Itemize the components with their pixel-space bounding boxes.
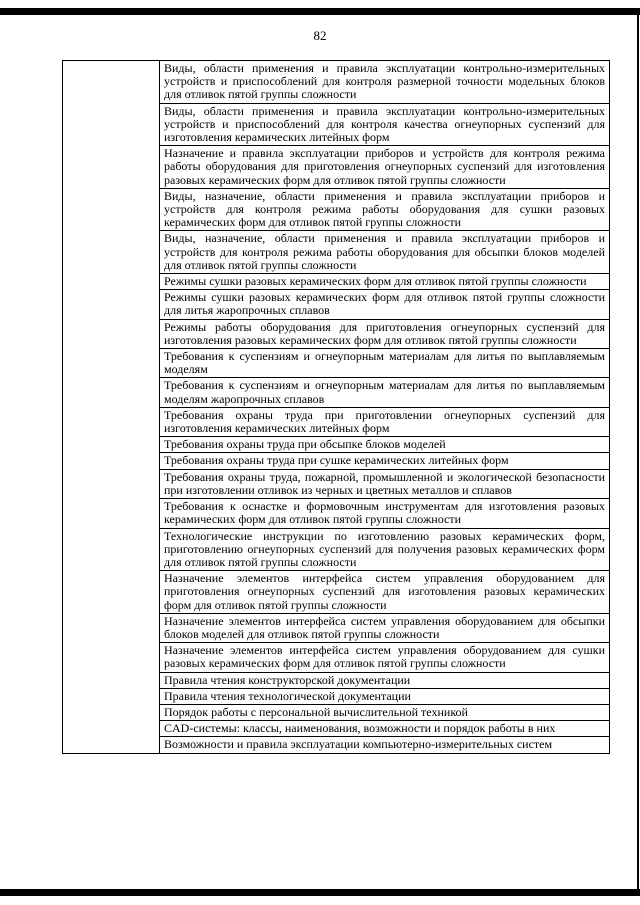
table-row: Правила чтения технологической документации — [160, 689, 609, 705]
table-row: Требования к оснастке и формовочным инструментам для изготовления разовых керамических форм для отливок пятой группы сложности — [160, 499, 609, 528]
table-row: Требования к суспензиям и огнеупорным материалам для литья по выплавляемым моделям — [160, 349, 609, 378]
table-row: CAD-системы: классы, наименования, возможности и порядок работы в них — [160, 721, 609, 737]
table-row: Виды, назначение, области применения и правила эксплуатации приборов и устройств для контроля режима работы оборудования для обсыпки блоков моделей для отливок пятой группы сложности — [160, 231, 609, 274]
table-row: Технологические инструкции по изготовлению разовых керамических форм, приготовлению огнеупорных суспензий для получения разовых керамических форм для отливок пятой группы сложности — [160, 529, 609, 572]
table-text-column — [160, 61, 609, 753]
table-row: Требования охраны труда при сушке керамических литейных форм — [160, 453, 609, 469]
table-row: Виды, назначение, области применения и правила эксплуатации приборов и устройств для контроля режима работы оборудования для сушки разовых керамических форм для отливок пятой группы сложности — [160, 189, 609, 232]
table-row: Назначение элементов интерфейса систем управления оборудованием для сушки разовых керамических форм для отливок пятой группы сложности — [160, 643, 609, 672]
table-row: Виды, области применения и правила эксплуатации контрольно-измерительных устройств и приспособлений для контроля качества огнеупорных суспензий для изготовления керамических литейных форм — [160, 104, 609, 147]
table-row: Режимы сушки разовых керамических форм для отливок пятой группы сложности для литья жаропрочных сплавов — [160, 290, 609, 319]
bottom-border-bar — [0, 889, 640, 896]
table-row: Режимы сушки разовых керамических форм для отливок пятой группы сложности — [160, 274, 609, 290]
table-row: Порядок работы с персональной вычислительной техникой — [160, 705, 609, 721]
table-row: Режимы работы оборудования для приготовления огнеупорных суспензий для изготовления разовых керамических форм для отливок пятой группы сложности — [160, 320, 609, 349]
table-row: Правила чтения конструкторской документации — [160, 673, 609, 689]
table-row: Требования охраны труда при приготовлении огнеупорных суспензий для изготовления керамических литейных форм — [160, 408, 609, 437]
page-number: 82 — [313, 28, 327, 43]
top-border-bar — [0, 8, 640, 15]
table-left-column — [63, 61, 160, 753]
table-row: Виды, области применения и правила эксплуатации контрольно-измерительных устройств и приспособлений для контроля размерной точности модельных блоков для отливок пятой группы сложности — [160, 61, 609, 104]
page-edge-line — [637, 8, 639, 896]
requirements-table — [62, 60, 610, 754]
table-row: Требования охраны труда при обсыпке блоков моделей — [160, 437, 609, 453]
table-row: Назначение элементов интерфейса систем управления оборудованием для обсыпки блоков моделей для отливок пятой группы сложности — [160, 614, 609, 643]
table-row: Назначение и правила эксплуатации приборов и устройств для контроля режима работы оборудования для приготовления огнеупорных суспензий для изготовления разовых керамических форм для отливок пятой группы сложности — [160, 146, 609, 189]
table-row: Возможности и правила эксплуатации компьютерно-измерительных систем — [164, 737, 553, 752]
table-row: Требования охраны труда, пожарной, промышленной и экологической безопасности при изготовлении отливок из черных и цветных металлов и сплавов — [160, 470, 609, 499]
table-row: Назначение элементов интерфейса систем управления оборудованием для приготовления огнеупорных суспензий для изготовления разовых керамических форм для отливок пятой группы сложности — [160, 571, 609, 614]
table-row: Требования к суспензиям и огнеупорным материалам для литья по выплавляемым моделям жаропрочных сплавов — [160, 378, 609, 407]
